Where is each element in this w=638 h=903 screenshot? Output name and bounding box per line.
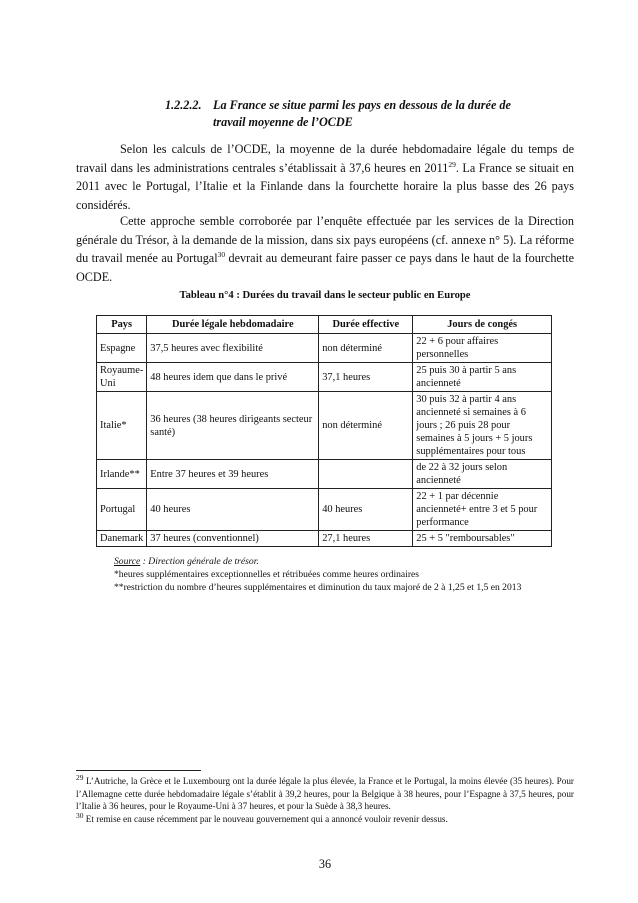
header-jours-conges: Jours de congés xyxy=(413,316,552,334)
footnote-30 xyxy=(76,810,574,826)
section-number: 1.2.2.2. xyxy=(165,98,202,112)
cell-legal-duration: 37 heures (conventionnel) xyxy=(147,531,319,547)
paragraph-2-text-end: devrait au demeurant faire passer ce pays dans le haut de la fourchette OCDE. xyxy=(76,251,575,284)
footnote-text: Et remise en cause récemment par le nouveau gouvernement qui a annoncé vouloir revenir dessus. xyxy=(83,813,448,824)
cell-country: Espagne xyxy=(97,334,147,363)
footnote-ref-30[interactable]: 30 xyxy=(217,249,226,259)
table-source xyxy=(114,555,574,568)
cell-legal-duration: 40 heures xyxy=(147,489,319,531)
paragraph-1-text-end: . La France se situait en 2011 avec le Portugal, l’Italie et la Finlande dans la fourchette horaire la plus basse des 26 pays considérés. xyxy=(76,160,574,212)
source-text: : Direction générale de trésor. xyxy=(140,556,259,567)
cell-leave-days: 22 + 1 par décennie ancienneté+ entre 3 et 5 pour performance xyxy=(413,489,552,531)
cell-leave-days: de 22 à 32 jours selon ancienneté xyxy=(413,460,552,489)
cell-effective-duration: 40 heures xyxy=(319,489,413,531)
cell-legal-duration: 36 heures (38 heures dirigeants secteur santé) xyxy=(147,392,319,460)
footnote-text: L’Autriche, la Grèce et le Luxembourg ont la durée légale la plus élevée, la France et le Portugal, la moins élevée (35 heures). Pour l’Allemagne cette durée hebdomadaire légale s’établit à 39,2 heures, pour la Belgique à 38 heures, pour l’Espagne à 37,5 heures, pour l’Italie à 36 heures, pour le Royaume-Uni à 37 heures, et pour la Suède à 38,3 heures. xyxy=(76,776,574,812)
paragraph-1-text: Selon les calculs de l’OCDE, la moyenne de la durée hebdomadaire légale du temps de travail dans les administrations centrales s’établissait à 37,6 heures en 2011 xyxy=(76,142,574,175)
cell-effective-duration xyxy=(319,460,413,489)
cell-country: Italie* xyxy=(97,392,147,460)
footnote-separator xyxy=(76,770,201,771)
cell-leave-days: 22 + 6 pour affaires personnelles xyxy=(413,334,552,363)
footnote-ref-29[interactable]: 29 xyxy=(448,159,456,169)
header-duree-legale: Durée légale hebdomadaire xyxy=(147,316,319,334)
cell-country: Danemark xyxy=(97,531,147,547)
cell-country: Royaume-Uni xyxy=(97,363,147,392)
cell-country: Portugal xyxy=(97,489,147,531)
table-row xyxy=(97,489,552,531)
footnote-29 xyxy=(76,772,574,813)
cell-effective-duration: non déterminé xyxy=(319,392,413,460)
work-duration-table xyxy=(96,315,552,547)
paragraph-2 xyxy=(76,212,574,286)
cell-effective-duration: non déterminé xyxy=(319,334,413,363)
paragraph-2-text: Cette approche semble corroborée par l’enquête effectuée par les services de la Direction générale du Trésor, à la demande de la mission, dans six pays européens (cf. annexe n° 5). La réforme du travail menée au Portugal xyxy=(76,214,574,265)
table-row xyxy=(97,531,552,547)
table-note-1: *heures supplémentaires exceptionnelles et rétribuées comme heures ordinaires xyxy=(114,569,420,580)
cell-legal-duration: 48 heures idem que dans le privé xyxy=(147,363,319,392)
section-title-line2: travail moyenne de l’OCDE xyxy=(213,115,353,129)
table-notes xyxy=(114,555,574,594)
cell-leave-days: 30 puis 32 à partir 4 ans ancienneté si semaines à 6 jours ; 26 puis 28 pour semaines à 5 jours + 5 jours supplémentaires pour tous xyxy=(413,392,552,460)
header-pays: Pays xyxy=(97,316,147,334)
cell-leave-days: 25 puis 30 à partir 5 ans ancienneté xyxy=(413,363,552,392)
cell-country: Irlande** xyxy=(97,460,147,489)
footnotes xyxy=(76,772,574,825)
section-title-line1: La France se situe parmi les pays en dessous de la durée de xyxy=(213,98,511,112)
table-row xyxy=(97,460,552,489)
table-note-2: **restriction du nombre d’heures supplémentaires et diminution du taux majoré de 2 à 1,25 et 1,5 en 2013 xyxy=(114,582,522,593)
section-heading xyxy=(165,97,575,131)
footnote-number: 29 xyxy=(76,772,84,782)
cell-effective-duration: 37,1 heures xyxy=(319,363,413,392)
cell-legal-duration: Entre 37 heures et 39 heures xyxy=(147,460,319,489)
cell-leave-days: 25 + 5 "remboursables" xyxy=(413,531,552,547)
page-number: 36 xyxy=(318,857,332,871)
cell-effective-duration: 27,1 heures xyxy=(319,531,413,547)
cell-legal-duration: 37,5 heures avec flexibilité xyxy=(147,334,319,363)
table-header-row xyxy=(97,316,552,334)
table-row xyxy=(97,392,552,460)
table-row xyxy=(97,334,552,363)
header-duree-effective: Durée effective xyxy=(319,316,413,334)
table-caption: Tableau n°4 : Durées du travail dans le secteur public en Europe xyxy=(179,290,471,301)
footnote-number: 30 xyxy=(76,810,84,820)
source-label: Source xyxy=(114,556,141,567)
paragraph-1 xyxy=(76,140,574,214)
table-row xyxy=(97,363,552,392)
